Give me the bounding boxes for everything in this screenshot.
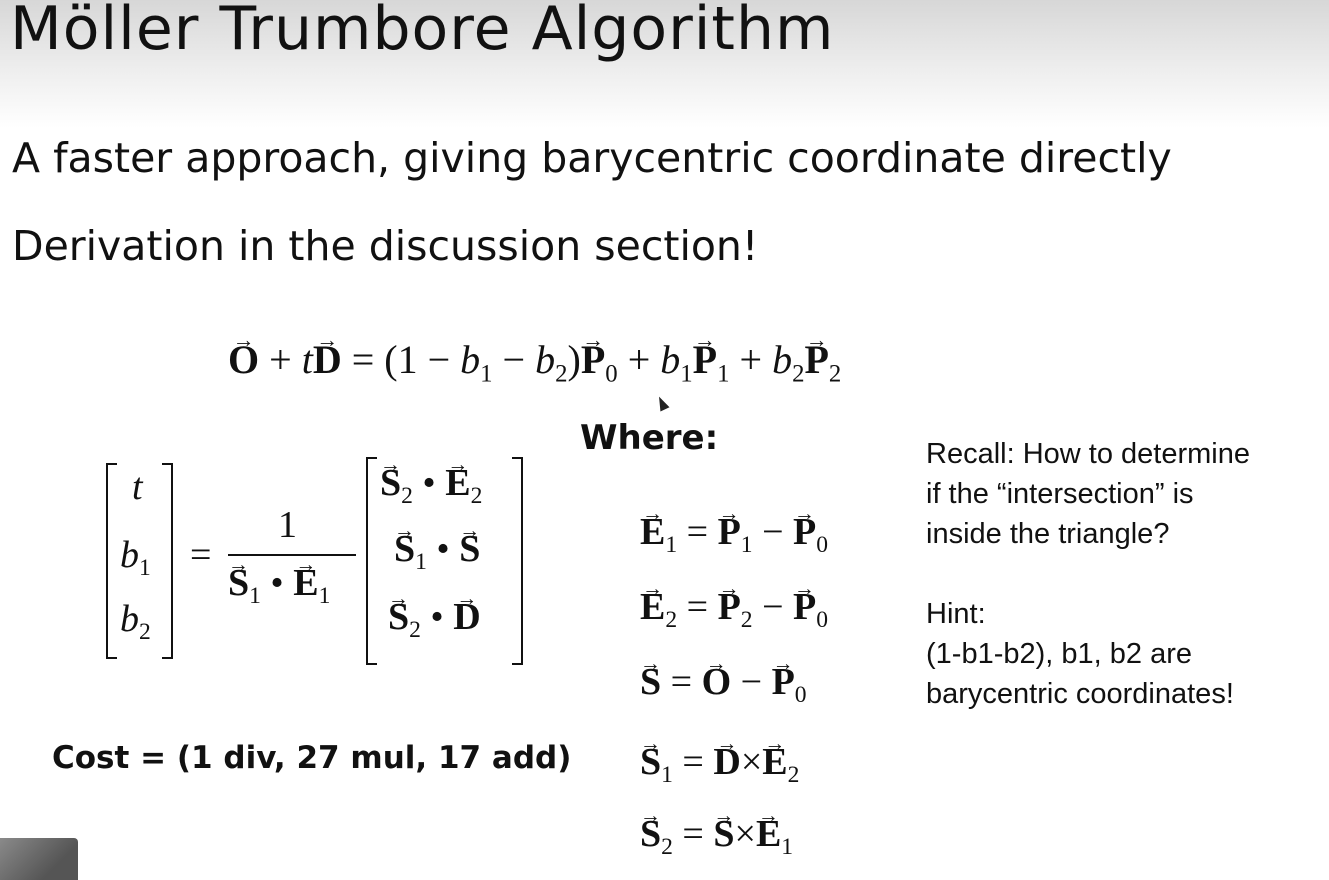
fraction-denominator: → $S_1$ • → $E_1$ — [228, 561, 330, 610]
subscript: 1 — [717, 360, 730, 388]
left-bracket — [366, 457, 377, 665]
var-t: t — [301, 337, 313, 382]
recall-note — [926, 434, 1250, 554]
right-bracket — [162, 463, 173, 659]
hint-note — [926, 594, 1234, 714]
cost-label: Cost = (1 div, 27 mul, 17 add) — [52, 740, 572, 776]
equals-sign: = — [190, 534, 212, 576]
def-S2: → $S_2$ = → $S\times\to E_1$ — [640, 812, 793, 861]
subscript: 0 — [605, 360, 618, 388]
close-paren: ) — [567, 337, 581, 382]
slide-title: Möller Trumbore Algorithm — [10, 0, 835, 64]
subscript: 2 — [555, 360, 568, 388]
def-E2: → $E_2$ = → $P_2$ − → $P_0$ — [640, 585, 828, 634]
where-label: Where: — [580, 418, 719, 458]
hint-line: Hint: — [926, 598, 986, 630]
bullet-derivation: Derivation in the discussion section! — [12, 222, 759, 270]
var-b: b — [535, 337, 556, 382]
subscript: 1 — [680, 360, 693, 388]
vector-P: → P — [581, 336, 605, 383]
row-S1-dot-S: → $S_1$ • → S — [394, 527, 480, 576]
def-S: → S = → O − → $P_0$ — [640, 660, 807, 709]
left-bracket — [106, 463, 117, 659]
ray-triangle-equation — [228, 336, 841, 389]
row-S2-dot-D: → $S_2$ • → D — [388, 595, 481, 644]
minus-sign: − — [492, 337, 536, 382]
row-S2-dot-E2: → $S_2$ • → $E_2$ — [380, 461, 482, 510]
bullet-faster-approach: A faster approach, giving barycentric coordinate directly — [12, 134, 1172, 182]
plus-sign: + — [617, 337, 661, 382]
vector-O: → O — [228, 336, 259, 383]
subscript: 2 — [792, 360, 805, 388]
var-b: b — [772, 337, 793, 382]
var-t: t — [132, 466, 143, 508]
var-b: b — [460, 337, 481, 382]
var-b2: $b_2$ — [120, 598, 151, 646]
matrix-solution — [100, 455, 540, 665]
vector-D: → D — [313, 336, 342, 383]
mouse-cursor-icon — [655, 395, 670, 412]
subscript: 1 — [480, 360, 493, 388]
hint-line: barycentric coordinates! — [926, 678, 1234, 710]
plus-sign: + — [259, 337, 302, 382]
recall-line: inside the triangle? — [926, 518, 1170, 550]
def-S1: → $S_1$ = → $D\times\to E_2$ — [640, 740, 799, 789]
recall-line: if the “intersection” is — [926, 478, 1194, 510]
plus-sign: + — [729, 337, 773, 382]
fraction-numerator: 1 — [278, 504, 297, 546]
var-b1: $b_1$ — [120, 534, 151, 582]
subscript: 2 — [828, 360, 842, 388]
vector-P: → P — [804, 336, 828, 383]
right-bracket — [512, 457, 523, 665]
hint-line: (1-b1-b2), b1, b2 are — [926, 638, 1192, 670]
recall-line: Recall: How to determine — [926, 438, 1250, 470]
def-E1: → $E_1$ = → $P_1$ − → $P_0$ — [640, 510, 828, 559]
equals-sign: = (1 − — [341, 337, 461, 382]
var-b: b — [660, 337, 681, 382]
vector-P: → P — [693, 336, 717, 383]
video-thumbnail — [0, 838, 78, 880]
